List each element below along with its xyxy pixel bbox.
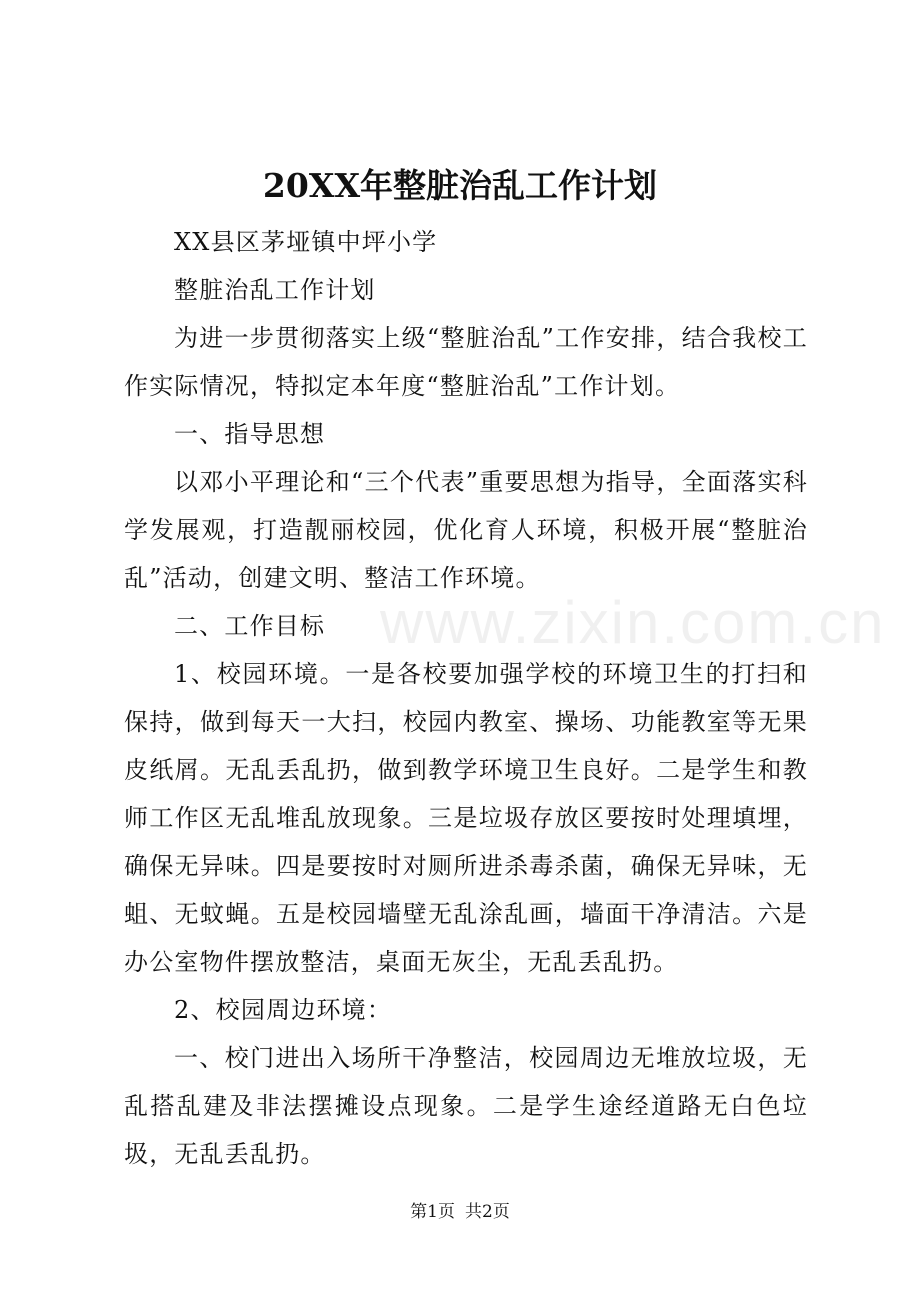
subheading-surroundings: 2、校园周边环境：	[174, 996, 393, 1024]
section-heading-guiding-thought: 一、指导思想	[174, 420, 326, 448]
paragraph-campus-environment: 1、校园环境。一是各校要加强学校的环境卫生的打扫和保持，做到每天一大扫，校园内教室、操场、功能教室等无果皮纸屑。无乱丢乱扔，做到教学环境卫生良好。二是学生和教师工作区无乱堆乱放现象。三是垃圾存放区要按时处理填埋，确保无异味。四是要按时对厕所进杀毒杀菌，确保无异味，无蛆、无蚊蝇。五是校园墙壁无乱涂乱画，墙面干净清洁。六是办公室物件摆放整洁，桌面无灰尘，无乱丢乱扔。	[124, 660, 808, 976]
paragraph-guiding-thought: 以邓小平理论和“三个代表”重要思想为指导，全面落实科学发展观，打造靓丽校园，优化育人环境，积极开展“整脏治乱”活动，创建文明、整洁工作环境。	[124, 468, 808, 592]
page-footer	[0, 1198, 920, 1226]
section-heading-work-goals: 二、工作目标	[174, 612, 326, 640]
paragraph-surroundings: 一、校门进出入场所干净整洁，校园周边无堆放垃圾，无乱搭乱建及非法摆摊设点现象。二是学生途经道路无白色垃圾，无乱丢乱扔。	[124, 1044, 808, 1168]
watermark: www.zixin.com.cn	[380, 589, 886, 656]
paragraph-school-name: XX县区茅垭镇中坪小学	[174, 228, 438, 256]
page-number-current: 第1页	[410, 1202, 455, 1222]
document-body	[124, 218, 808, 1178]
paragraph-plan-name: 整脏治乱工作计划	[174, 276, 376, 304]
document-title: 20XX年整脏治乱工作计划	[262, 166, 658, 205]
paragraph-intro: 为进一步贯彻落实上级“整脏治乱”工作安排，结合我校工作实际情况，特拟定本年度“整脏治乱”工作计划。	[124, 324, 808, 400]
page-number-total: 共2页	[465, 1202, 510, 1222]
